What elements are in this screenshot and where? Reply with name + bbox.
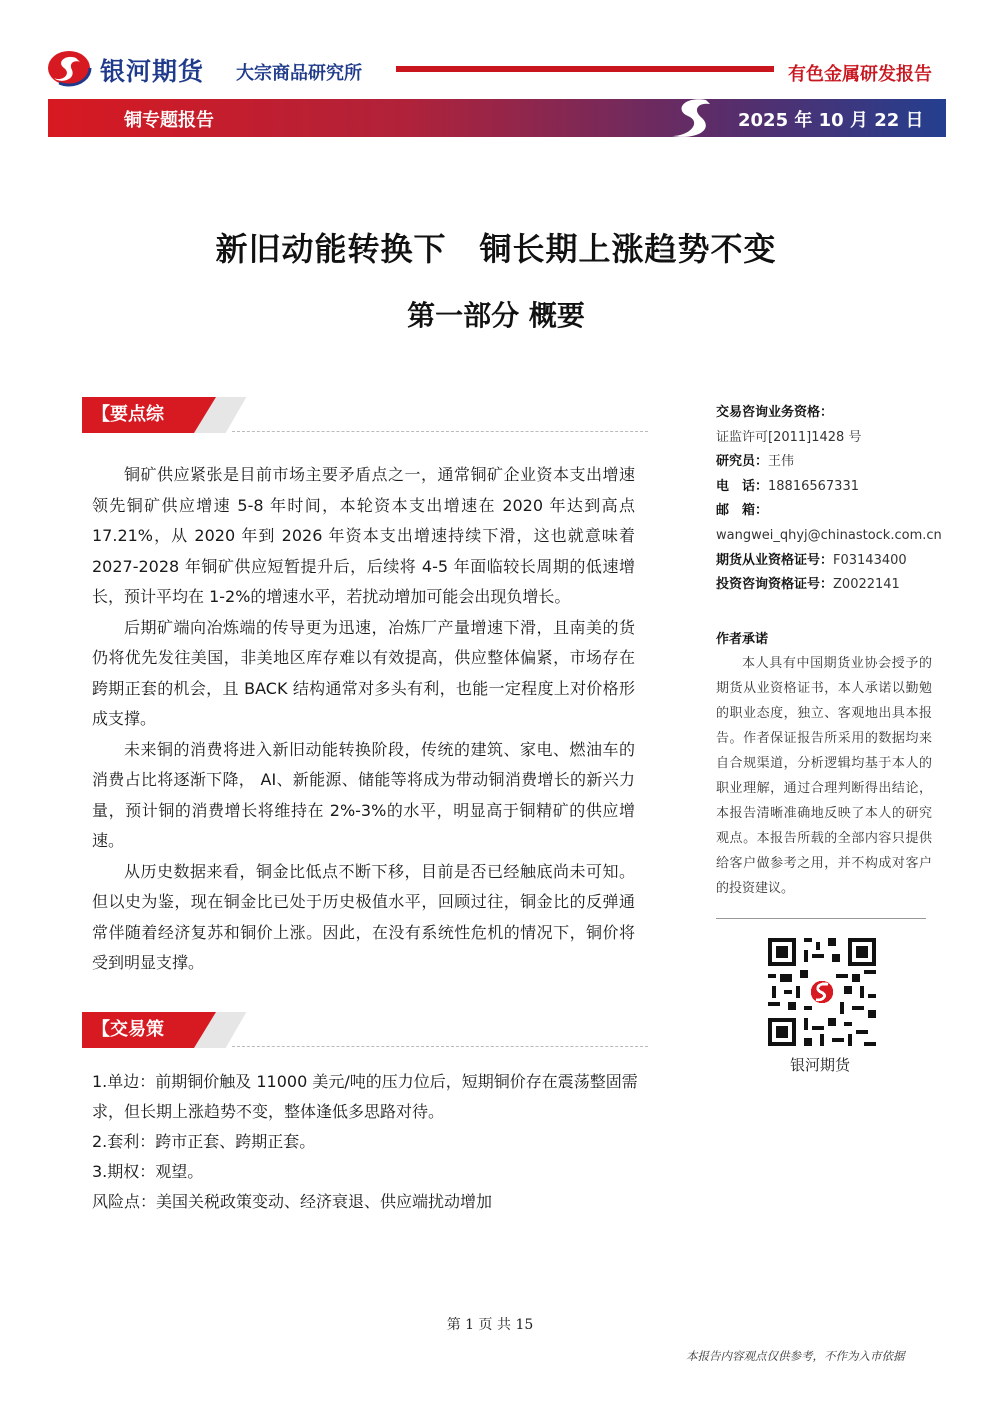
phone-value: 18816567331 bbox=[768, 478, 859, 494]
invest-cert-value: Z0022141 bbox=[833, 577, 900, 593]
qr-label: 银河期货 bbox=[790, 1056, 851, 1074]
qualification-value: 证监许可[2011]1428 号 bbox=[716, 429, 862, 445]
invest-cert-label: 投资咨询资格证号： bbox=[716, 577, 834, 593]
report-date: 2025 年 10 月 22 日 bbox=[738, 110, 924, 131]
qualification-label: 交易咨询业务资格： bbox=[716, 405, 834, 420]
strategy-item: 3.期权：观望。 bbox=[92, 1162, 204, 1181]
promise-body bbox=[716, 651, 932, 901]
researcher-label: 研究员： bbox=[716, 454, 769, 470]
futures-cert-value: F03143400 bbox=[833, 552, 907, 568]
strategy-body bbox=[92, 1067, 652, 1217]
page-number: 第 1 页 共 15 bbox=[446, 1317, 534, 1333]
summary-paragraph: 铜矿供应紧张是目前市场主要矛盾点之一，通常铜矿企业资本支出增速领先铜矿供应增速 5-8 年时间，本轮资本支出增速在 2020 年达到高点 17.21%，从 2020 年到 2026 年资本支出增速持续下滑，这也就意味着 2027-2028 年铜矿供应短暂提升后，后续将 4-5 年面临较长周期的低速增长，预计平均在 1-2%的增速水平，若扰动增加可能会出现负增长。 bbox=[92, 465, 635, 606]
strategy-item: 1.单边：前期铜价触及 11000 美元/吨的压力位后，短期铜价存在震荡整固需求，但长期上涨趋势不变，整体逢低多思路对待。 bbox=[92, 1072, 638, 1121]
page-title: 新旧动能转换下 铜长期上涨趋势不变 bbox=[215, 230, 777, 268]
footer-disclaimer: 本报告内容观点仅供参考，不作为入市依据 bbox=[686, 1349, 905, 1363]
email-value[interactable]: wangwei_qhyj@chinastock.com.cn bbox=[716, 527, 942, 543]
summary-body bbox=[92, 460, 635, 979]
section-heading: 第一部分 概要 bbox=[407, 299, 585, 332]
strategy-tag-label: 【交易策略】 bbox=[82, 1012, 194, 1048]
report-type: 有色金属研发报告 bbox=[788, 64, 932, 85]
author-info bbox=[716, 401, 942, 598]
promise-text: 本人具有中国期货业协会授予的期货从业资格证书，本人承诺以勤勉的职业态度，独立、客观地出具本报告。作者保证报告所采用的数据均来自合规渠道，分析逻辑均基于本人的职业理解，通过合理判断得出结论，本报告清晰准确地反映了本人的研究观点。本报告所载的全部内容只提供给客户做参考之用，并不构成对客户的投资建议。 bbox=[716, 656, 932, 896]
qr-code-icon[interactable] bbox=[768, 938, 876, 1046]
brand-name: 银河期货 bbox=[100, 57, 205, 86]
strategy-tag bbox=[82, 1012, 648, 1076]
institute-name: 大宗商品研究所 bbox=[236, 63, 362, 84]
strategy-item: 2.套利：跨市正套、跨期正套。 bbox=[92, 1132, 316, 1151]
summary-tag-label: 【要点综述】 bbox=[82, 397, 194, 433]
futures-cert-label: 期货从业资格证号： bbox=[716, 552, 834, 568]
s-swoosh-icon bbox=[666, 96, 722, 140]
phone-label: 电 话： bbox=[716, 478, 769, 494]
report-category: 铜专题报告 bbox=[124, 110, 214, 131]
sidebar-divider bbox=[716, 918, 926, 919]
summary-paragraph: 后期矿端向冶炼端的传导更为迅速，冶炼厂产量增速下滑，且南美的货仍将优先发往美国，非美地区库存难以有效提高，供应整体偏紧，市场存在跨期正套的机会，且 BACK 结构通常对多头有利，也能一定程度上对价格形成支撑。 bbox=[92, 617, 635, 728]
summary-tag bbox=[82, 397, 648, 461]
summary-paragraph: 从历史数据来看，铜金比低点不断下移，目前是否已经触底尚未可知。但以史为鉴，现在铜金比已处于历史极值水平，回顾过往，铜金比的反弹通常伴随着经济复苏和铜价上涨。因此，在没有系统性危机的情况下，铜价将受到明显支撑。 bbox=[92, 861, 635, 972]
strategy-item: 风险点：美国关税政策变动、经济衰退、供应端扰动增加 bbox=[92, 1192, 493, 1211]
header-rule bbox=[396, 66, 774, 72]
galaxy-logo-icon bbox=[46, 48, 92, 88]
email-label: 邮 箱： bbox=[716, 503, 769, 519]
promise-title: 作者承诺 bbox=[716, 632, 769, 647]
summary-paragraph: 未来铜的消费将进入新旧动能转换阶段，传统的建筑、家电、燃油车的消费占比将逐渐下降， AI、新能源、储能等将成为带动铜消费增长的新兴力量，预计铜的消费增长将维持在 2%-3%的水平，明显高于铜精矿的供应增速。 bbox=[92, 739, 635, 850]
researcher-name: 王伟 bbox=[768, 454, 795, 470]
